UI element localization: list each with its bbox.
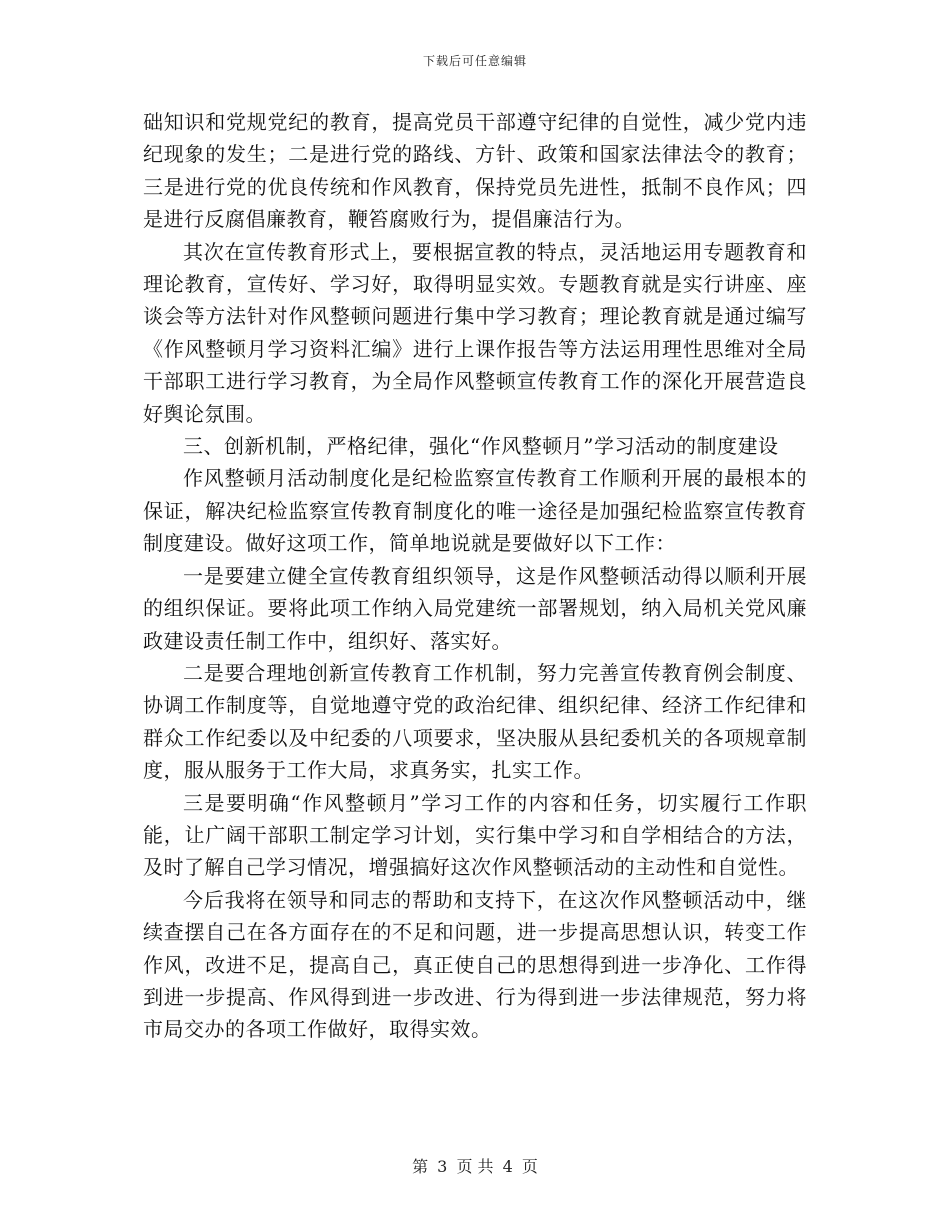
footer-middle: 页 共 <box>456 1157 494 1176</box>
paragraph-3: 作风整顿月活动制度化是纪检监察宣传教育工作顺利开展的最根本的保证，解决纪检监察宣传教育制度化的唯一途径是加强纪检监察宣传教育制度建设。做好这项工作，简单地说就是要做好以下工作： <box>143 466 807 556</box>
document-body <box>143 106 807 1046</box>
current-page-number: 3 <box>437 1157 448 1176</box>
paragraph-6: 三是要明确“作风整顿月”学习工作的内容和任务，切实履行工作职能，让广阔干部职工制定学习计划，实行集中学习和自学相结合的方法，及时了解自己学习情况，增强搞好这次作风整顿活动的主动性和自觉性。 <box>143 790 807 880</box>
total-pages-number: 4 <box>502 1157 513 1176</box>
paragraph-5: 二是要合理地创新宣传教育工作机制，努力完善宣传教育例会制度、协调工作制度等，自觉地遵守党的政治纪律、组织纪律、经济工作纪律和群众工作纪委以及中纪委的八项要求，坚决服从县纪委机关的各项规章制度，服从服务于工作大局，求真务实，扎实工作。 <box>143 660 807 783</box>
page-footer <box>0 1154 950 1177</box>
section-heading: 三、创新机制，严格纪律，强化“作风整顿月”学习活动的制度建设 <box>183 434 779 459</box>
paragraph-7: 今后我将在领导和同志的帮助和支持下，在这次作风整顿活动中，继续查摆自己在各方面存在的不足和问题，进一步提高思想认识，转变工作作风，改进不足，提高自己，真正使自己的思想得到进一步净化、工作得到进一步提高、作风得到进一步改进、行为得到进一步法律规范，努力将市局交办的各项工作做好，取得实效。 <box>143 887 807 1042</box>
paragraph-2: 其次在宣传教育形式上，要根据宣教的特点，灵活地运用专题教育和理论教育，宣传好、学习好，取得明显实效。专题教育就是实行讲座、座谈会等方法针对作风整顿问题进行集中学习教育；理论教育就是通过编写《作风整顿月学习资料汇编》进行上课作报告等方法运用理性思维对全局干部职工进行学习教育，为全局作风整顿宣传教育工作的深化开展营造良好舆论氛围。 <box>143 239 807 426</box>
footer-prefix: 第 <box>412 1157 429 1176</box>
footer-suffix: 页 <box>521 1157 538 1176</box>
page-header: 下载后可任意编辑 <box>422 54 527 68</box>
paragraph-1: 础知识和党规党纪的教育，提高党员干部遵守纪律的自觉性，减少党内违纪现象的发生；二是进行党的路线、方针、政策和国家法律法令的教育；三是进行党的优良传统和作风教育，保持党员先进性，抵制不良作风；四是进行反腐倡廉教育，鞭笞腐败行为，提倡廉洁行为。 <box>143 110 807 232</box>
paragraph-4: 一是要建立健全宣传教育组织领导，这是作风整顿活动得以顺利开展的组织保证。要将此项工作纳入局党建统一部署规划，纳入局机关党风廉政建设责任制工作中，组织好、落实好。 <box>143 563 807 653</box>
